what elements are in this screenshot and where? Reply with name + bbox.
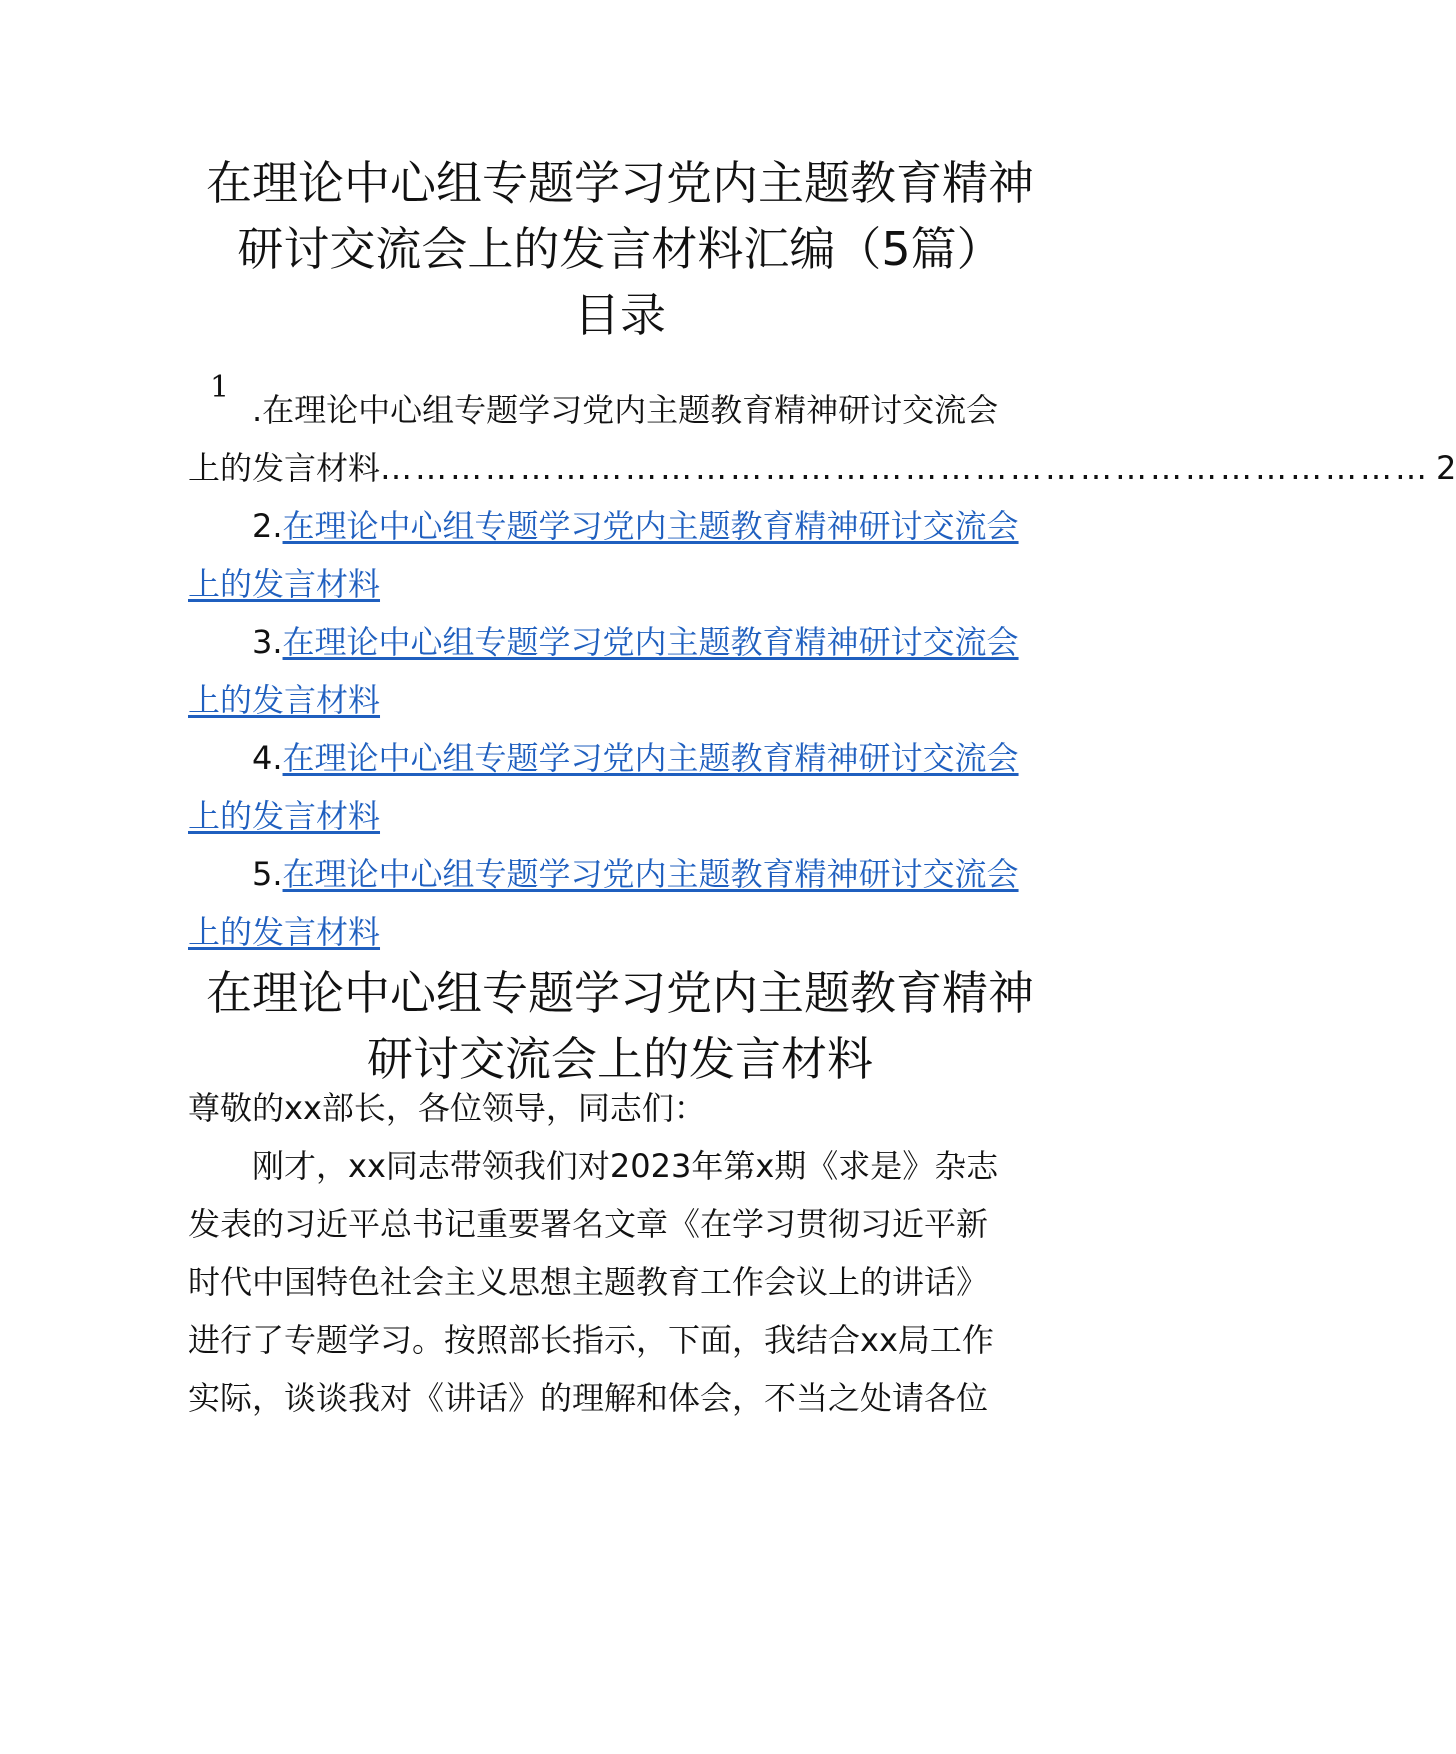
toc-item-5-link-cont[interactable]: 上的发言材料 — [188, 913, 381, 951]
toc-item-3-line1[interactable] — [188, 622, 1116, 662]
article-title — [0, 960, 1240, 1092]
toc-item-2-number: 2. — [252, 507, 283, 545]
toc-heading: 目录 — [574, 288, 666, 342]
toc-item-3-link[interactable]: 在理论中心组专题学习党内主题教育精神研讨交流会 — [282, 623, 1019, 661]
toc-item-5-number: 5. — [252, 855, 283, 893]
toc-item-4-line2[interactable] — [188, 796, 1052, 836]
document-title — [0, 150, 1240, 348]
toc-item-2-link-cont[interactable]: 上的发言材料 — [188, 565, 381, 603]
body-line: 发表的习近平总书记重要署名文章《在学习贯彻习近平新 — [188, 1205, 989, 1243]
toc-item-1-line2[interactable] — [188, 448, 1456, 488]
toc-item-2-line2[interactable] — [188, 564, 1052, 604]
toc-item-3-number: 3. — [252, 623, 283, 661]
toc-item-4-link[interactable]: 在理论中心组专题学习党内主题教育精神研讨交流会 — [282, 739, 1019, 777]
toc-item-3-line2[interactable] — [188, 680, 1052, 720]
toc-item-1-number: . — [252, 391, 263, 429]
toc-item-1-line1[interactable] — [188, 390, 1116, 430]
document-title-line2: 研讨交流会上的发言材料汇编（5篇） — [237, 222, 1003, 276]
document-title-line1: 在理论中心组专题学习党内主题教育精神 — [206, 156, 1034, 210]
toc-item-1-text: 在理论中心组专题学习党内主题教育精神研讨交流会 — [262, 391, 999, 429]
toc-item-4-line1[interactable] — [188, 738, 1116, 778]
toc-first-number: 1 — [210, 370, 230, 405]
body-line: 刚才，xx同志带领我们对2023年第x期《求是》杂志 — [252, 1147, 999, 1185]
toc-item-2-link[interactable]: 在理论中心组专题学习党内主题教育精神研讨交流会 — [282, 507, 1019, 545]
toc-item-4-number: 4. — [252, 739, 283, 777]
article-title-line2: 研讨交流会上的发言材料 — [367, 1032, 873, 1086]
body-line: 实际，谈谈我对《讲话》的理解和体会，不当之处请各位 — [188, 1379, 989, 1417]
toc-item-2-line1[interactable] — [188, 506, 1116, 546]
toc-leader-dots: ……………………………………………………………………………… — [380, 449, 1431, 487]
article-title-line1: 在理论中心组专题学习党内主题教育精神 — [206, 966, 1034, 1020]
toc-item-1-page: 2 — [1436, 449, 1456, 487]
salutation: 尊敬的xx部长，各位领导，同志们： — [188, 1089, 706, 1127]
toc-item-5-line2[interactable] — [188, 912, 1052, 952]
toc-item-4-link-cont[interactable]: 上的发言材料 — [188, 797, 381, 835]
toc-item-3-link-cont[interactable]: 上的发言材料 — [188, 681, 381, 719]
toc-item-5-line1[interactable] — [188, 854, 1116, 894]
toc-item-5-link[interactable]: 在理论中心组专题学习党内主题教育精神研讨交流会 — [282, 855, 1019, 893]
body-line: 进行了专题学习。按照部长指示，下面，我结合xx局工作 — [188, 1321, 994, 1359]
toc-item-1-text-cont: 上的发言材料 — [188, 449, 381, 487]
body-line: 时代中国特色社会主义思想主题教育工作会议上的讲话》 — [188, 1263, 989, 1301]
